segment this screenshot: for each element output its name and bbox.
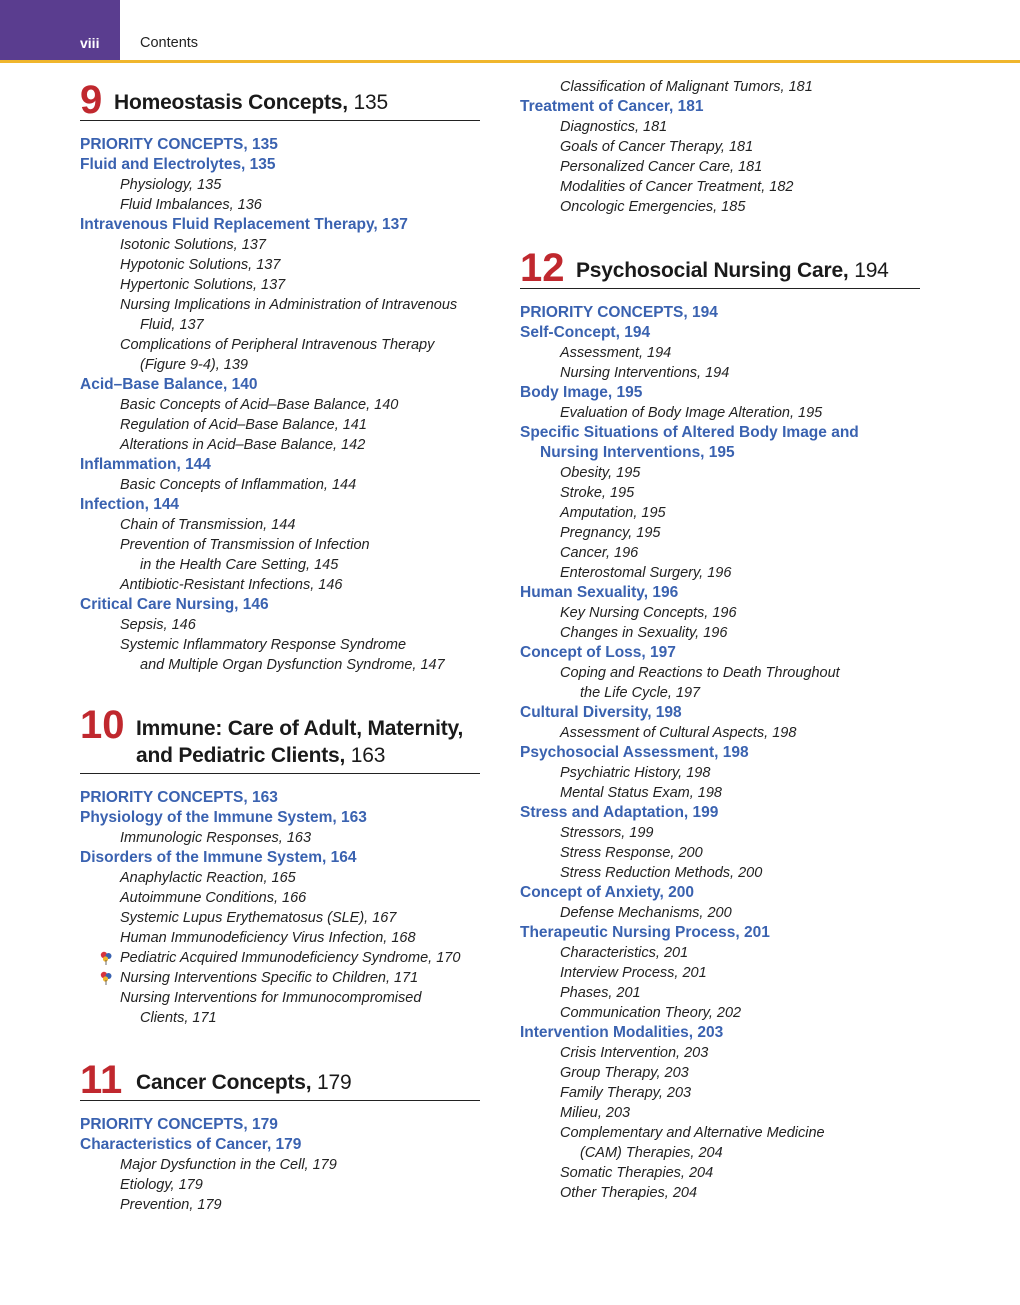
toc-subentry[interactable]: Prevention, 179: [120, 1197, 222, 1213]
toc-heading[interactable]: Intravenous Fluid Replacement Therapy, 137: [80, 216, 408, 233]
page-number: viii: [80, 35, 100, 51]
toc-heading[interactable]: PRIORITY CONCEPTS, 135: [80, 136, 278, 153]
chapter-title: [114, 89, 388, 116]
toc-heading[interactable]: Critical Care Nursing, 146: [80, 596, 269, 613]
toc-subentry[interactable]: Assessment, 194: [560, 345, 672, 361]
toc-subentry-continued[interactable]: (CAM) Therapies, 204: [580, 1145, 723, 1161]
toc-subentry[interactable]: Hypotonic Solutions, 137: [120, 257, 281, 273]
toc-subentry[interactable]: Systemic Inflammatory Response Syndrome: [120, 637, 407, 653]
toc-heading[interactable]: Therapeutic Nursing Process, 201: [520, 924, 770, 941]
toc-subentry[interactable]: Systemic Lupus Erythematosus (SLE), 167: [120, 910, 397, 926]
toc-subentry-continued[interactable]: Fluid, 137: [140, 317, 204, 333]
chapter-11-heading: [80, 1060, 480, 1101]
toc-subentry[interactable]: Human Immunodeficiency Virus Infection, 168: [120, 930, 416, 946]
chapter-number: 9: [80, 78, 103, 122]
toc-subentry[interactable]: Nursing Implications in Administration of Intravenous: [120, 297, 458, 313]
toc-subentry[interactable]: Modalities of Cancer Treatment, 182: [560, 179, 794, 195]
toc-heading[interactable]: Fluid and Electrolytes, 135: [80, 156, 276, 173]
toc-subentry[interactable]: Nursing Interventions, 194: [560, 365, 730, 381]
chapter-title: [136, 1069, 351, 1096]
toc-subentry[interactable]: Enterostomal Surgery, 196: [560, 565, 732, 581]
chapter-title-line-2: [136, 742, 385, 769]
toc-subentry-continued[interactable]: (Figure 9-4), 139: [140, 357, 248, 373]
chapter-9-heading: [80, 80, 480, 121]
toc-subentry[interactable]: Coping and Reactions to Death Throughout: [560, 665, 840, 681]
toc-heading[interactable]: Inflammation, 144: [80, 456, 211, 473]
toc-subentry[interactable]: Family Therapy, 203: [560, 1085, 692, 1101]
toc-subentry-continued[interactable]: the Life Cycle, 197: [580, 685, 701, 701]
toc-heading-continued[interactable]: Nursing Interventions, 195: [540, 444, 735, 461]
toc-heading[interactable]: Specific Situations of Altered Body Image and: [520, 424, 859, 441]
chapter-page: 179: [311, 1071, 352, 1094]
toc-subentry[interactable]: Classification of Malignant Tumors, 181: [560, 79, 813, 95]
toc-subentry[interactable]: Alterations in Acid–Base Balance, 142: [120, 437, 366, 453]
toc-subentry[interactable]: Oncologic Emergencies, 185: [560, 199, 746, 215]
toc-subentry[interactable]: Prevention of Transmission of Infection: [120, 537, 370, 553]
toc-heading[interactable]: Body Image, 195: [520, 384, 643, 401]
toc-subentry-continued[interactable]: and Multiple Organ Dysfunction Syndrome, 147: [140, 657, 445, 673]
toc-subentry[interactable]: Goals of Cancer Therapy, 181: [560, 139, 754, 155]
toc-heading[interactable]: PRIORITY CONCEPTS, 163: [80, 789, 278, 806]
toc-subentry[interactable]: Assessment of Cultural Aspects, 198: [560, 725, 797, 741]
toc-subentry[interactable]: Sepsis, 146: [120, 617, 196, 633]
toc-subentry[interactable]: Pediatric Acquired Immunodeficiency Syndrome, 170: [120, 950, 461, 966]
toc-subentry[interactable]: Isotonic Solutions, 137: [120, 237, 266, 253]
toc-subentry[interactable]: Nursing Interventions for Immunocompromised: [120, 990, 422, 1006]
chapter-title: [576, 257, 889, 284]
chapter-page: 163: [345, 744, 386, 767]
toc-subentry[interactable]: Etiology, 179: [120, 1177, 203, 1193]
toc-subentry[interactable]: Changes in Sexuality, 196: [560, 625, 728, 641]
toc-subentry[interactable]: Obesity, 195: [560, 465, 641, 481]
toc-subentry[interactable]: Cancer, 196: [560, 545, 639, 561]
chapter-10-heading: [80, 705, 480, 774]
chapter-title-text: and Pediatric Clients,: [136, 744, 346, 767]
toc-heading[interactable]: Characteristics of Cancer, 179: [80, 1136, 302, 1153]
toc-subentry[interactable]: Complications of Peripheral Intravenous Therapy: [120, 337, 435, 353]
toc-heading[interactable]: Psychosocial Assessment, 198: [520, 744, 749, 761]
toc-subentry[interactable]: Anaphylactic Reaction, 165: [120, 870, 296, 886]
toc-heading[interactable]: PRIORITY CONCEPTS, 194: [520, 304, 718, 321]
page-number-box: [0, 0, 120, 60]
toc-subentry[interactable]: Phases, 201: [560, 985, 641, 1001]
chapter-number: 10: [80, 703, 125, 747]
toc-subentry[interactable]: Evaluation of Body Image Alteration, 195: [560, 405, 823, 421]
toc-heading[interactable]: Cultural Diversity, 198: [520, 704, 682, 721]
toc-subentry[interactable]: Basic Concepts of Acid–Base Balance, 140: [120, 397, 399, 413]
running-head: Contents: [140, 35, 199, 51]
toc-subentry[interactable]: Basic Concepts of Inflammation, 144: [120, 477, 357, 493]
chapter-title-line-1: Immune: Care of Adult, Maternity,: [136, 717, 464, 740]
toc-subentry[interactable]: Autoimmune Conditions, 166: [120, 890, 307, 906]
toc-subentry[interactable]: Stress Response, 200: [560, 845, 703, 861]
toc-subentry[interactable]: Mental Status Exam, 198: [560, 785, 722, 801]
toc-subentry[interactable]: Fluid Imbalances, 136: [120, 197, 262, 213]
toc-subentry[interactable]: Physiology, 135: [120, 177, 222, 193]
toc-subentry[interactable]: Pregnancy, 195: [560, 525, 661, 541]
toc-heading[interactable]: Disorders of the Immune System, 164: [80, 849, 357, 866]
toc-heading[interactable]: PRIORITY CONCEPTS, 179: [80, 1116, 278, 1133]
chapter-number: 11: [80, 1058, 123, 1102]
toc-heading[interactable]: Concept of Anxiety, 200: [520, 884, 694, 901]
toc-heading[interactable]: Treatment of Cancer, 181: [520, 98, 704, 115]
chapter-page: 194: [848, 259, 889, 282]
toc-subentry[interactable]: Communication Theory, 202: [560, 1005, 742, 1021]
toc-subentry[interactable]: Diagnostics, 181: [560, 119, 668, 135]
toc-heading[interactable]: Acid–Base Balance, 140: [80, 376, 258, 393]
chapter-title-text: Psychosocial Nursing Care,: [576, 259, 849, 282]
toc-heading[interactable]: Physiology of the Immune System, 163: [80, 809, 367, 826]
toc-subentry-continued[interactable]: in the Health Care Setting, 145: [140, 557, 339, 573]
toc-subentry[interactable]: Regulation of Acid–Base Balance, 141: [120, 417, 367, 433]
toc-subentry[interactable]: Immunologic Responses, 163: [120, 830, 312, 846]
toc-subentry[interactable]: Group Therapy, 203: [560, 1065, 689, 1081]
toc-subentry[interactable]: Chain of Transmission, 144: [120, 517, 296, 533]
toc-subentry[interactable]: Major Dysfunction in the Cell, 179: [120, 1157, 337, 1173]
toc-subentry[interactable]: Personalized Cancer Care, 181: [560, 159, 763, 175]
toc-subentry[interactable]: Other Therapies, 204: [560, 1185, 698, 1201]
chapter-number: 12: [520, 246, 565, 290]
toc-subentry[interactable]: Stress Reduction Methods, 200: [560, 865, 763, 881]
toc-subentry-continued[interactable]: Clients, 171: [140, 1010, 217, 1026]
toc-subentry[interactable]: Stroke, 195: [560, 485, 635, 501]
toc-subentry[interactable]: Amputation, 195: [560, 505, 666, 521]
toc-heading[interactable]: Self-Concept, 194: [520, 324, 651, 341]
page-header: [0, 0, 1020, 62]
chapter-12-heading: [520, 248, 920, 289]
toc-subentry[interactable]: Characteristics, 201: [560, 945, 689, 961]
toc-subentry[interactable]: Psychiatric History, 198: [560, 765, 711, 781]
toc-subentry[interactable]: Crisis Intervention, 203: [560, 1045, 709, 1061]
header-rule: [0, 60, 1020, 63]
toc-subentry[interactable]: Stressors, 199: [560, 825, 654, 841]
toc-subentry[interactable]: Somatic Therapies, 204: [560, 1165, 714, 1181]
toc-subentry[interactable]: Interview Process, 201: [560, 965, 707, 981]
toc-heading[interactable]: Stress and Adaptation, 199: [520, 804, 719, 821]
toc-heading[interactable]: Concept of Loss, 197: [520, 644, 676, 661]
toc-heading[interactable]: Intervention Modalities, 203: [520, 1024, 724, 1041]
toc-subentry[interactable]: Nursing Interventions Specific to Children, 171: [120, 970, 419, 986]
chapter-title-text: Homeostasis Concepts,: [114, 91, 348, 114]
toc-subentry[interactable]: Antibiotic-Resistant Infections, 146: [120, 577, 343, 593]
child-balloon-icon: [100, 971, 112, 985]
toc-subentry[interactable]: Defense Mechanisms, 200: [560, 905, 732, 921]
child-balloon-icon: [100, 951, 112, 965]
toc-heading[interactable]: Human Sexuality, 196: [520, 584, 679, 601]
toc-subentry[interactable]: Key Nursing Concepts, 196: [560, 605, 737, 621]
chapter-page: 135: [347, 91, 388, 114]
toc-heading[interactable]: Infection, 144: [80, 496, 180, 513]
chapter-title-text: Cancer Concepts,: [136, 1071, 312, 1094]
toc-subentry[interactable]: Milieu, 203: [560, 1105, 631, 1121]
toc-subentry[interactable]: Hypertonic Solutions, 137: [120, 277, 286, 293]
toc-subentry[interactable]: Complementary and Alternative Medicine: [560, 1125, 825, 1141]
